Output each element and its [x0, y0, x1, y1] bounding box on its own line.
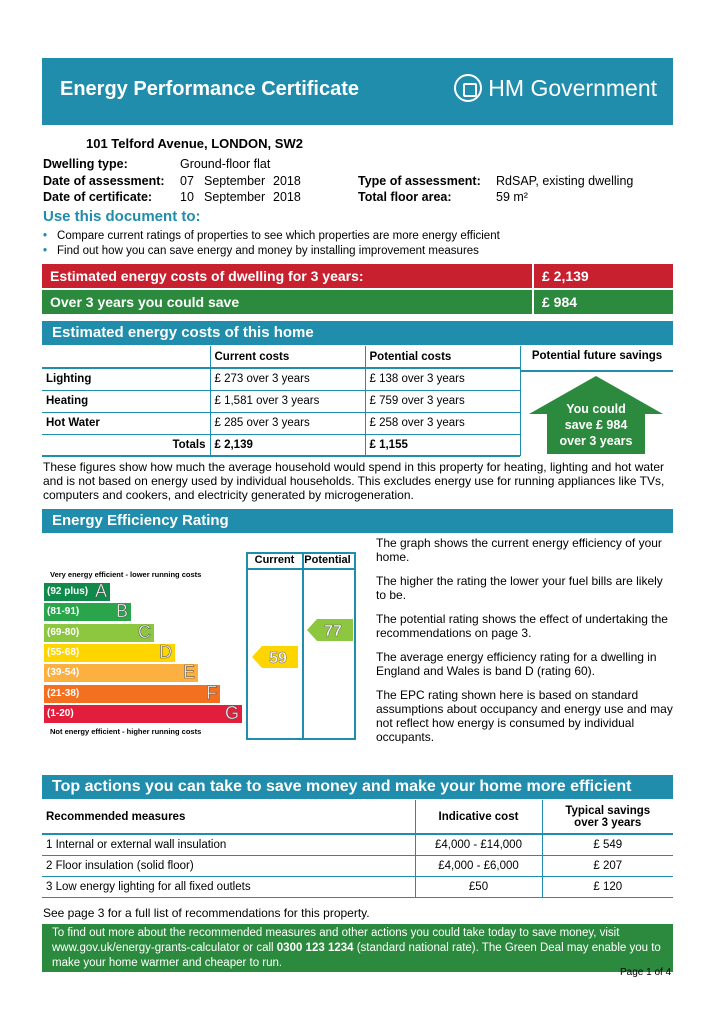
- actions-table: [42, 800, 673, 898]
- current-column-header: Current: [254, 554, 295, 566]
- column-divider: [302, 554, 304, 738]
- potential-rating-value: 77: [324, 623, 342, 640]
- certificate-month: September: [204, 190, 266, 204]
- rating-explanation: The graph shows the current energy efficiency of your home. The higher the rating the lower your fuel bills are likely to be. The potential rating shows the effect of undertaking the recommendations on page 3. The average energy efficiency rating for a dwelling in England and Wales is band D (rating 60). The EPC rating shown here is based on standard assumptions about occupancy and energy use and may not reflect how energy is consumed by individual occupants.: [376, 536, 673, 744]
- page-number: Page 1 of 4: [620, 967, 672, 978]
- certificate-title: Energy Performance Certificate: [60, 78, 360, 100]
- estimated-costs-table: [42, 346, 520, 457]
- band-letter: E: [182, 662, 195, 683]
- certificate-year: 2018: [273, 190, 301, 204]
- future-savings-panel: [520, 346, 673, 456]
- inefficient-label: Not energy efficient - higher running costs: [50, 727, 202, 736]
- band-range: (39-54): [47, 667, 80, 679]
- column-header: Indicative cost: [415, 800, 542, 834]
- band-letter: G: [224, 702, 239, 723]
- estimated-costs-value: £ 2,139: [532, 264, 673, 288]
- table-row: 3 Low energy lighting for all fixed outlets £50 £ 120: [42, 876, 673, 897]
- hm-government-logo: [454, 74, 657, 102]
- table-row: Hot Water £ 285 over 3 years £ 258 over 3 years: [42, 412, 520, 434]
- certificate-header: [42, 58, 673, 125]
- floor-area-label: Total floor area:: [358, 190, 452, 204]
- column-header: Typical savings over 3 years: [542, 800, 673, 834]
- energy-efficiency-heading: Energy Efficiency Rating: [42, 509, 673, 533]
- table-row: 1 Internal or external wall insulation £4,000 - £14,000 £ 549: [42, 834, 673, 855]
- column-header: Current costs: [210, 346, 365, 368]
- estimated-costs-bar: [42, 264, 673, 288]
- totals-row: Totals £ 2,139 £ 1,155: [42, 434, 520, 456]
- band-range: (21-38): [47, 687, 80, 699]
- savings-value: £ 984: [532, 290, 673, 314]
- see-more-note: See page 3 for a full list of recommendations for this property.: [43, 906, 370, 920]
- band-range: (55-68): [47, 646, 80, 658]
- rating-band-f: [44, 682, 220, 703]
- band-letter: C: [138, 621, 151, 642]
- rating-band-c: [44, 621, 154, 642]
- assessment-day: 07: [180, 174, 194, 188]
- assessment-type-label: Type of assessment:: [358, 174, 481, 188]
- assessment-type-value: RdSAP, existing dwelling: [496, 174, 634, 188]
- band-letter: F: [206, 682, 217, 703]
- dwelling-type-label: Dwelling type:: [43, 157, 128, 171]
- estimated-costs-note: These figures show how much the average household would spend in this property for heating, lighting and hot water and is not based on energy used by individual households. This excludes energy use for running appliances like TVs, computers and cookers, and electricity generated by microgeneration.: [43, 460, 665, 502]
- current-rating-value: 59: [269, 650, 287, 667]
- use-document-title: Use this document to:: [43, 208, 201, 225]
- rating-band-b: [44, 603, 131, 621]
- potential-column-header: Potential: [304, 554, 351, 566]
- gov-label: HM Government: [488, 74, 657, 101]
- phone-number: 0300 123 1234: [276, 942, 354, 954]
- top-actions-heading: Top actions you can take to save money and make your home more efficient: [42, 775, 673, 799]
- estimated-costs-label: Estimated energy costs of dwelling for 3 years:: [50, 268, 364, 284]
- bullet-icon: •: [43, 230, 48, 242]
- estimated-costs-heading: Estimated energy costs of this home: [42, 321, 673, 345]
- list-item: • Find out how you can save energy and money by installing improvement measures: [43, 245, 479, 257]
- certificate-day: 10: [180, 190, 194, 204]
- property-address: 101 Telford Avenue, LONDON, SW2: [86, 136, 303, 151]
- table-row: Heating £ 1,581 over 3 years £ 759 over 3 years: [42, 390, 520, 412]
- band-range: (69-80): [47, 626, 80, 638]
- assessment-year: 2018: [273, 174, 301, 188]
- dwelling-type-value: Ground-floor flat: [180, 157, 271, 171]
- assessment-month: September: [204, 174, 266, 188]
- band-range: (1-20): [47, 707, 74, 719]
- savings-arrow-text: You could save £ 984 over 3 years: [559, 402, 633, 448]
- bullet-icon: •: [43, 245, 48, 257]
- footer-info-box: To find out more about the recommended measures and other actions you could take today to save money, visit www.gov.uk/energy-grants-calculator or call 0300 123 1234 (standard national rate). The Green Deal may enable you to make your home warmer and cheaper to run.: [42, 924, 673, 972]
- rating-band-g: [44, 702, 242, 723]
- column-header: Potential costs: [365, 346, 520, 368]
- savings-label: Over 3 years you could save: [50, 294, 240, 310]
- future-savings-heading: Potential future savings: [521, 346, 673, 372]
- band-letter: A: [94, 581, 107, 601]
- band-letter: D: [159, 641, 172, 662]
- band-letter: B: [115, 601, 128, 622]
- rating-band-a: [44, 583, 110, 601]
- band-range: (81-91): [47, 606, 80, 618]
- assessment-date-label: Date of assessment:: [43, 174, 165, 188]
- current-rating-marker: [252, 646, 298, 668]
- table-row: Lighting £ 273 over 3 years £ 138 over 3 years: [42, 368, 520, 390]
- use-document-list: [43, 229, 500, 259]
- floor-area-value: 59 m²: [496, 190, 528, 204]
- potential-rating-marker: [307, 619, 353, 641]
- table-row: 2 Floor insulation (solid floor) £4,000 - £6,000 £ 207: [42, 855, 673, 876]
- rating-band-e: [44, 664, 198, 682]
- rating-band-d: [44, 641, 175, 662]
- list-item: • Compare current ratings of properties to see which properties are more energy efficient: [43, 230, 500, 242]
- column-header: Recommended measures: [42, 800, 415, 834]
- band-range: (92 plus): [47, 586, 89, 597]
- certificate-date-label: Date of certificate:: [43, 190, 153, 204]
- savings-bar: [42, 290, 673, 314]
- crest-icon: [454, 74, 482, 102]
- efficient-label: Very energy efficient - lower running costs: [50, 570, 202, 579]
